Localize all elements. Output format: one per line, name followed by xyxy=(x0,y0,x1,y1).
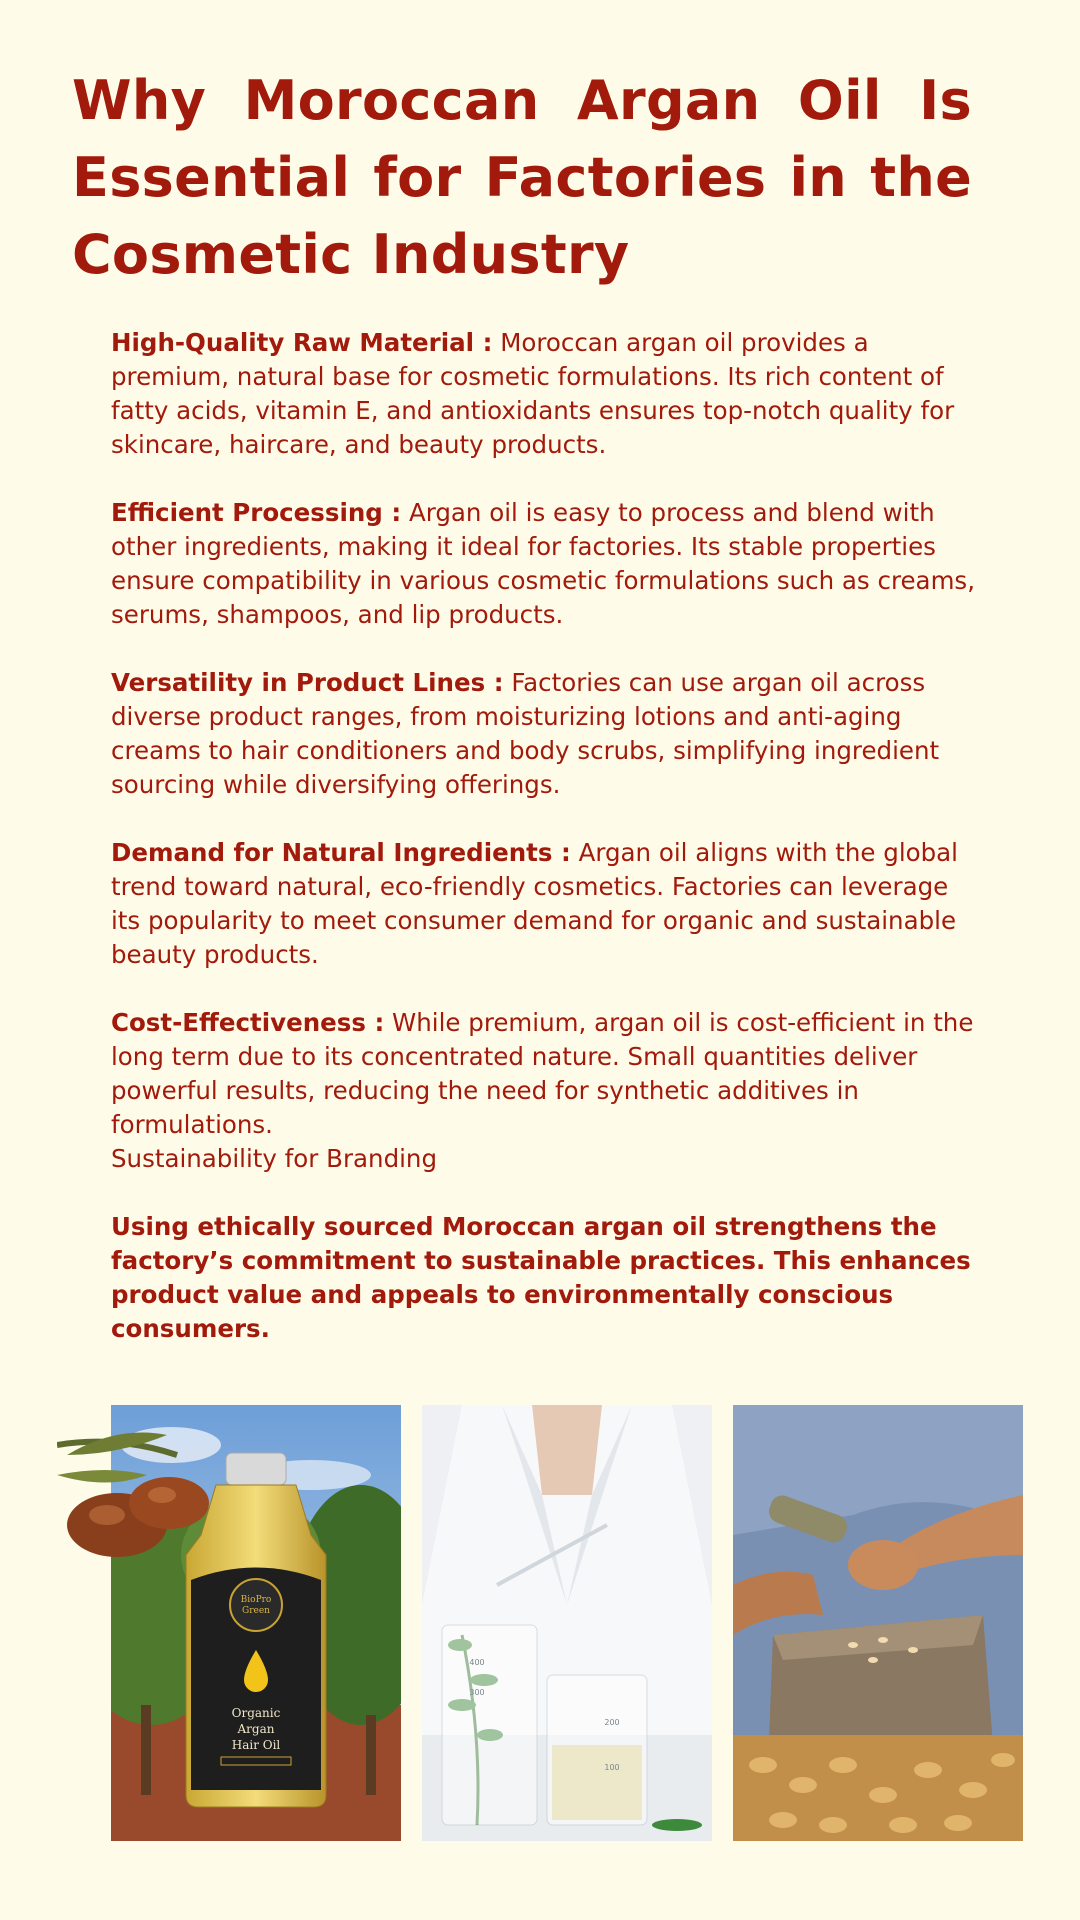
argan-cracking-photo xyxy=(733,1405,1023,1841)
page-title: Why Moroccan Argan Oil Is Essential for Factories in the Cosmetic Industry xyxy=(72,69,972,286)
section-text: Argan oil aligns with the global trend toward natural, eco-friendly cosmetics. Factories can leverage its popularity to meet consumer demand for organic and sustainable beauty products. xyxy=(111,838,958,969)
section-demand xyxy=(111,836,981,972)
section-text: Argan oil is easy to process and blend with other ingredients, making it ideal for factories. Its stable properties ensure compatibility in various cosmetic formulations such as creams, serums, shampoos, and lip products. xyxy=(111,498,975,629)
section-text: Moroccan argan oil provides a premium, natural base for cosmetic formulations. Its rich content of fatty acids, vitamin E, and antioxidants ensures top-notch quality for skincare, haircare, and beauty products. xyxy=(111,328,955,459)
section-heading: Demand for Natural Ingredients : xyxy=(111,838,571,867)
closing-statement: Using ethically sourced Moroccan argan oil strengthens the factory’s commitment to sustainable practices. This enhances product value and appeals to environmentally conscious consumers. xyxy=(111,1212,971,1343)
bottle-brand-2: Green xyxy=(242,1606,270,1616)
bottle-label-3: Hair Oil xyxy=(231,1738,281,1752)
bottle-brand: BioPro xyxy=(240,1595,272,1605)
section-heading: Cost-Effectiveness : xyxy=(111,1008,385,1037)
laboratory-photo xyxy=(422,1405,712,1841)
bottle-label-2: Argan xyxy=(237,1722,275,1736)
section-processing xyxy=(111,496,981,632)
beaker-mark: 400 xyxy=(469,1658,485,1667)
article-body xyxy=(111,326,981,1346)
section-versatility xyxy=(111,666,981,802)
beaker-mark: 300 xyxy=(469,1688,485,1697)
beaker-mark: 200 xyxy=(604,1718,620,1727)
section-raw-material xyxy=(111,326,981,462)
bottle-label-1: Organic xyxy=(231,1706,281,1720)
section-heading: Efficient Processing : xyxy=(111,498,402,527)
section-heading: Versatility in Product Lines : xyxy=(111,668,504,697)
argan-nut-branch xyxy=(57,1415,227,1565)
subheading-sustainability: Sustainability for Branding xyxy=(111,1144,438,1173)
section-text: While premium, argan oil is cost-efficient in the long term due to its concentrated nature. Small quantities deliver powerful results, reducing the need for synthetic additives in formulations. xyxy=(111,1008,974,1139)
section-cost xyxy=(111,1006,981,1142)
section-text: Factories can use argan oil across diverse product ranges, from moisturizing lotions and anti-aging creams to hair conditioners and body scrubs, simplifying ingredient sourcing while diversifying offerings. xyxy=(111,668,940,799)
beaker-mark: 100 xyxy=(604,1763,620,1772)
section-heading: High-Quality Raw Material : xyxy=(111,328,493,357)
